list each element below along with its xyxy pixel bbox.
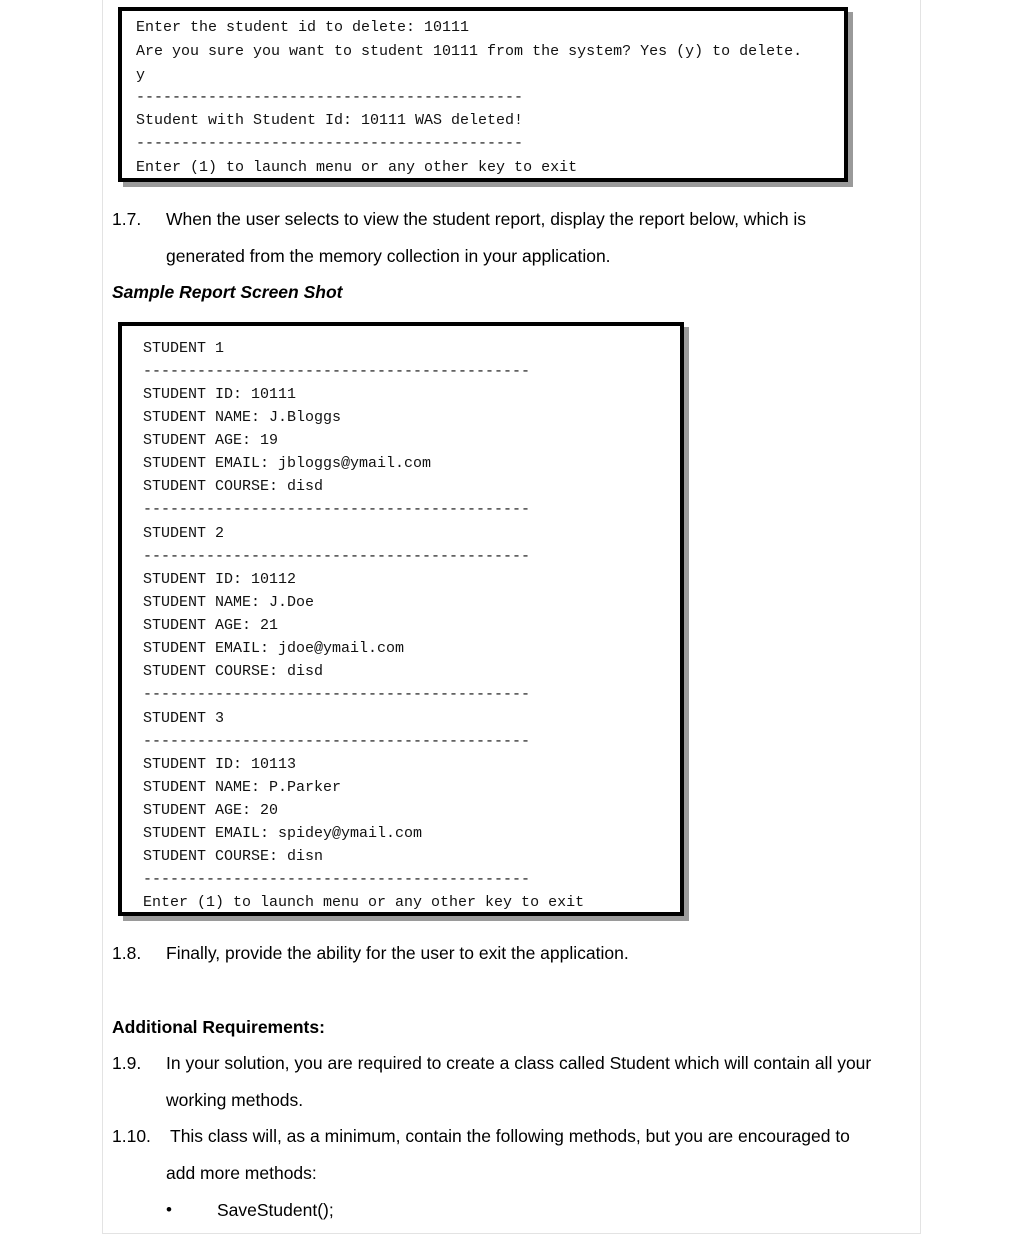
- console-divider: -------------------------------------------: [136, 135, 524, 152]
- console-divider: -------------------------------------------: [136, 89, 524, 106]
- console-line: STUDENT 3: [143, 710, 225, 727]
- console-line: STUDENT 2: [143, 525, 225, 542]
- console-divider: -------------------------------------------: [143, 548, 531, 565]
- console-divider: -------------------------------------------: [143, 501, 531, 518]
- console-divider: -------------------------------------------: [143, 871, 531, 888]
- console-line: STUDENT AGE: 21: [143, 617, 279, 634]
- section-text: When the user selects to view the student report, display the report below, which is: [166, 209, 807, 229]
- console-line: STUDENT AGE: 19: [143, 432, 279, 449]
- report-console-screenshot: [118, 322, 684, 916]
- console-line: STUDENT COURSE: disn: [143, 848, 324, 865]
- console-line: Student with Student Id: 10111 WAS deleted!: [136, 112, 524, 129]
- console-line: STUDENT ID: 10112: [143, 571, 297, 588]
- section-text: add more methods:: [166, 1163, 317, 1183]
- console-line: STUDENT NAME: P.Parker: [143, 779, 342, 796]
- section-text: generated from the memory collection in your application.: [166, 246, 611, 266]
- bullet-item: SaveStudent();: [217, 1200, 334, 1220]
- console-line: STUDENT NAME: J.Bloggs: [143, 409, 342, 426]
- console-line: STUDENT AGE: 20: [143, 802, 279, 819]
- sample-caption: Sample Report Screen Shot: [112, 282, 343, 302]
- console-line: STUDENT ID: 10113: [143, 756, 297, 773]
- section-number: 1.7.: [112, 209, 142, 229]
- console-divider: -------------------------------------------: [143, 363, 531, 380]
- section-text: In your solution, you are required to create a class called Student which will contain all your: [166, 1053, 872, 1073]
- console-line: Enter (1) to launch menu or any other key to exit: [143, 894, 585, 911]
- section-text: working methods.: [166, 1090, 304, 1110]
- console-line: STUDENT COURSE: disd: [143, 478, 324, 495]
- console-line: STUDENT EMAIL: jdoe@ymail.com: [143, 640, 405, 657]
- section-number: 1.8.: [112, 943, 142, 963]
- console-line: Enter the student id to delete: 10111: [136, 19, 470, 36]
- console-divider: -------------------------------------------: [143, 733, 531, 750]
- bullet-icon: •: [166, 1200, 172, 1219]
- console-line: STUDENT COURSE: disd: [143, 663, 324, 680]
- console-line: Enter (1) to launch menu or any other key to exit: [136, 159, 578, 176]
- console-line: STUDENT ID: 10111: [143, 386, 297, 403]
- additional-requirements-heading: Additional Requirements:: [112, 1017, 325, 1037]
- section-number: 1.9.: [112, 1053, 142, 1073]
- section-text: This class will, as a minimum, contain the following methods, but you are encouraged to: [170, 1126, 850, 1146]
- section-number: 1.10.: [112, 1126, 151, 1146]
- console-line: y: [136, 67, 146, 84]
- delete-console-screenshot: [118, 7, 848, 182]
- console-line: STUDENT 1: [143, 340, 225, 357]
- console-line: STUDENT EMAIL: spidey@ymail.com: [143, 825, 423, 842]
- console-divider: -------------------------------------------: [143, 686, 531, 703]
- console-line: STUDENT EMAIL: jbloggs@ymail.com: [143, 455, 432, 472]
- console-line: Are you sure you want to student 10111 from the system? Yes (y) to delete.: [136, 43, 803, 60]
- section-text: Finally, provide the ability for the user to exit the application.: [166, 943, 629, 963]
- console-line: STUDENT NAME: J.Doe: [143, 594, 315, 611]
